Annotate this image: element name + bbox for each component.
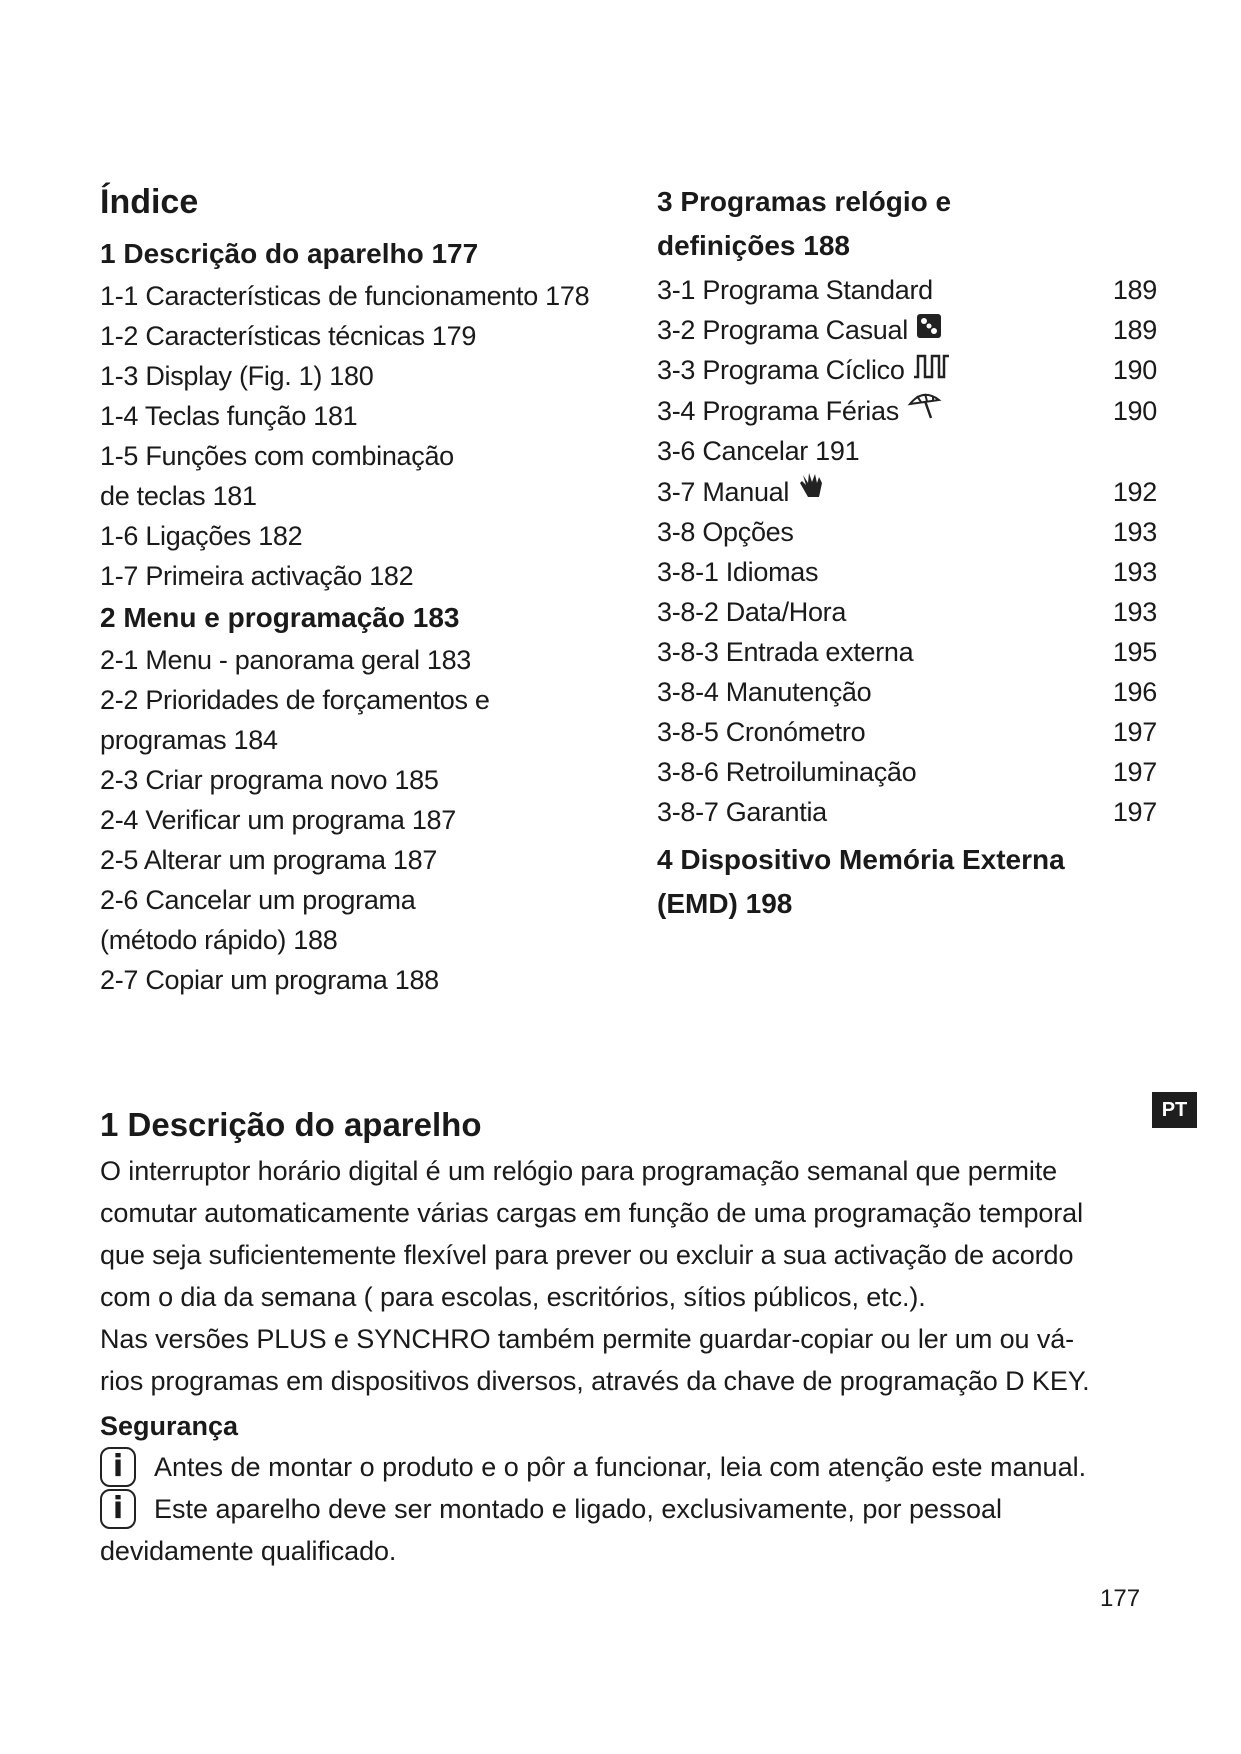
paragraph-line: rios programas em dispositivos diversos, através da chave de programação D KEY. <box>100 1366 1090 1396</box>
toc-entry-text: 3-6 Cancelar 191 <box>657 436 860 466</box>
toc-page-number: 193 <box>1112 597 1157 627</box>
paragraph-line: com o dia da semana ( para escolas, escritórios, sítios públicos, etc.). <box>100 1282 926 1312</box>
section-title: 1 Descrição do aparelho <box>100 1106 482 1143</box>
toc-entry-text: 3-8-3 Entrada externa <box>657 637 914 667</box>
toc-page-number: 195 <box>1112 637 1157 667</box>
toc-heading: 2 Menu e programação 183 <box>100 602 460 633</box>
toc-entry: 2-6 Cancelar um programa <box>100 885 416 915</box>
toc-entry-label <box>657 512 794 552</box>
safety-note-text: Antes de montar o produto e o pôr a funcionar, leia com atenção este manual. <box>154 1452 1087 1482</box>
toc-entry <box>657 672 1157 712</box>
toc-page-number: 196 <box>1112 677 1157 707</box>
toc-page-number: 197 <box>1112 757 1157 787</box>
toc-entry-label <box>657 712 865 752</box>
info-icon: i <box>100 1447 136 1487</box>
toc-entry <box>657 632 1157 672</box>
toc-entry-text: 3-8-1 Idiomas <box>657 557 819 587</box>
toc-heading: 1 Descrição do aparelho 177 <box>100 238 479 269</box>
toc-entry-text: 3-1 Programa Standard <box>657 275 933 305</box>
toc-page-number: 190 <box>1112 355 1157 385</box>
paragraph-line: que seja suficientemente flexível para prever ou excluir a sua activação de acordo <box>100 1240 1074 1270</box>
toc-entry <box>657 792 1157 832</box>
toc-entry: 2-7 Copiar um programa 188 <box>100 965 439 995</box>
toc-entry: 2-5 Alterar um programa 187 <box>100 845 438 875</box>
toc-entry-label <box>657 270 933 310</box>
toc-entry-label <box>657 792 827 832</box>
toc-entry: 1-5 Funções com combinação <box>100 441 454 471</box>
toc-entry-text: 3-8-7 Garantia <box>657 797 827 827</box>
safety-note-continuation: devidamente qualificado. <box>100 1536 397 1566</box>
toc-page-number: 190 <box>1112 395 1157 426</box>
toc-page-number: 192 <box>1112 476 1157 507</box>
paragraph-line: O interruptor horário digital é um relógio para programação semanal que permite <box>100 1156 1058 1186</box>
toc-entry-label <box>657 592 846 632</box>
toc-entry-label <box>657 632 913 672</box>
toc-page-number: 197 <box>1112 717 1157 747</box>
safety-note-text: Este aparelho deve ser montado e ligado, exclusivamente, por pessoal <box>154 1494 1003 1524</box>
toc-heading: (EMD) 198 <box>657 888 793 919</box>
toc-left-column <box>100 180 620 1000</box>
toc-entry: programas 184 <box>100 725 278 755</box>
toc-entry: 1-4 Teclas função 181 <box>100 401 358 431</box>
page-number: 177 <box>1100 1585 1141 1612</box>
toc-entry <box>657 592 1157 632</box>
toc-entry: 1-1 Características de funcionamento 178 <box>100 281 590 311</box>
toc-entry-text: 3-8-6 Retroiluminação <box>657 757 917 787</box>
toc-entry-text: 3-8-2 Data/Hora <box>657 597 847 627</box>
toc-entry <box>657 350 1157 390</box>
toc-page-number: 189 <box>1112 275 1157 305</box>
toc-entry-text: 3-4 Programa Férias <box>657 395 899 426</box>
toc-entry: 2-4 Verificar um programa 187 <box>100 805 456 835</box>
toc-page-number: 193 <box>1112 557 1157 587</box>
toc-entry <box>657 310 1157 350</box>
hand-icon <box>797 471 825 512</box>
toc-heading: definições 188 <box>657 230 850 261</box>
toc-entry: 2-2 Prioridades de forçamentos e <box>100 685 490 715</box>
toc-title: Índice <box>100 183 199 221</box>
safety-note <box>100 1446 1150 1488</box>
toc-entry-text: 3-3 Programa Cíclico <box>657 355 905 385</box>
toc-page-number: 197 <box>1112 797 1157 827</box>
toc-entry <box>657 552 1157 592</box>
toc-entry-label <box>657 431 859 471</box>
toc-right-list <box>657 270 1157 832</box>
toc-entry-text: 3-8-5 Cronómetro <box>657 717 866 747</box>
toc-page-number: 193 <box>1112 517 1157 547</box>
pulse-wave-icon <box>913 350 951 390</box>
toc-entry-text: 3-8 Opções <box>657 517 794 547</box>
toc-entry-text: 3-2 Programa Casual <box>657 315 908 345</box>
beach-umbrella-icon <box>907 390 943 431</box>
toc-entry-label <box>657 752 916 792</box>
toc-entry-label <box>657 310 942 350</box>
toc-entry <box>657 431 1157 471</box>
paragraph-intro <box>100 1150 1150 1318</box>
toc-page-number: 189 <box>1112 315 1157 345</box>
paragraph-line: comutar automaticamente várias cargas em função de uma programação temporal <box>100 1198 1083 1228</box>
toc-entry-label <box>657 552 818 592</box>
language-tab: PT <box>1152 1092 1197 1128</box>
toc-right-column <box>657 180 1157 926</box>
toc-entry <box>657 471 1157 512</box>
toc-entry <box>657 752 1157 792</box>
toc-entry-label <box>657 471 825 512</box>
dice-icon <box>916 310 942 350</box>
safety-heading: Segurança <box>100 1411 239 1441</box>
toc-entry: 1-7 Primeira activação 182 <box>100 561 414 591</box>
paragraph-line: Nas versões PLUS e SYNCHRO também permite guardar-copiar ou ler um ou vá- <box>100 1324 1075 1354</box>
toc-entry: (método rápido) 188 <box>100 925 338 955</box>
toc-heading: 4 Dispositivo Memória Externa <box>657 844 1065 875</box>
safety-note <box>100 1488 1150 1530</box>
toc-entry <box>657 270 1157 310</box>
toc-entry: 1-6 Ligações 182 <box>100 521 303 551</box>
info-icon: i <box>100 1489 136 1529</box>
toc-entry-label <box>657 390 943 431</box>
toc-entry: 1-2 Características técnicas 179 <box>100 321 477 351</box>
toc-entry-text: 3-8-4 Manutenção <box>657 677 872 707</box>
toc-left-list <box>100 232 620 1000</box>
toc-entry: 1-3 Display (Fig. 1) 180 <box>100 361 374 391</box>
toc-entry-text: 3-7 Manual <box>657 476 790 507</box>
toc-entry: de teclas 181 <box>100 481 257 511</box>
paragraph-versions <box>100 1318 1150 1402</box>
toc-entry: 2-1 Menu - panorama geral 183 <box>100 645 472 675</box>
toc-entry-label <box>657 350 951 390</box>
section-description <box>100 1102 1150 1572</box>
toc-heading: 3 Programas relógio e <box>657 186 952 217</box>
toc-entry: 2-3 Criar programa novo 185 <box>100 765 439 795</box>
toc-entry <box>657 712 1157 752</box>
toc-entry-label <box>657 672 871 712</box>
toc-entry <box>657 390 1157 431</box>
toc-entry <box>657 512 1157 552</box>
